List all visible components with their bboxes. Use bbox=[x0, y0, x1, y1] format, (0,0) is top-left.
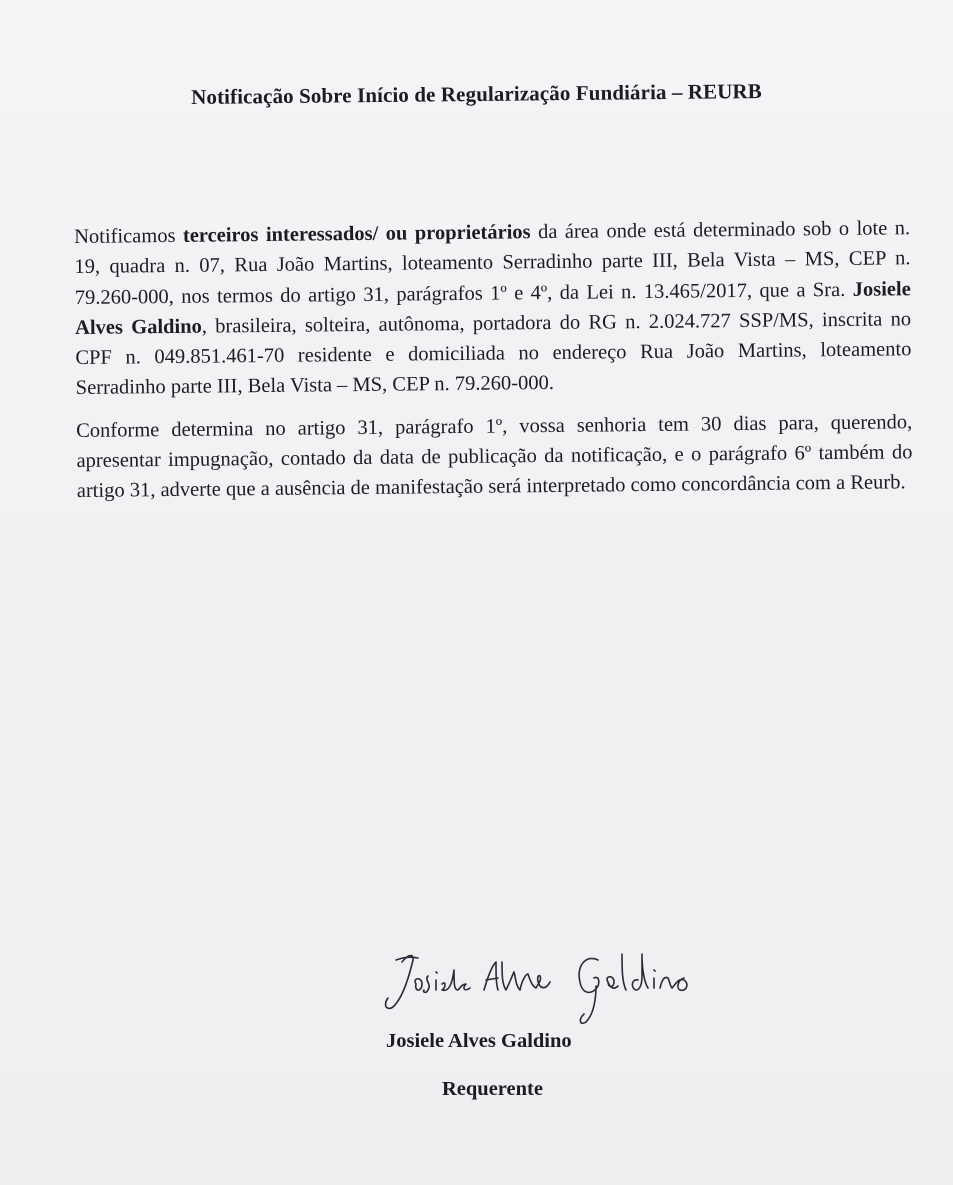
deadline-paragraph: Conforme determina no artigo 31, parágrafo 1º, vossa senhoria tem 30 dias para, querendo, apresentar impugnação, contado da data de publicação da notificação, e o parágrafo 6º também do artigo 31, adverte que a ausência de manifestação será interpretado como concordância com a Reurb. bbox=[76, 411, 913, 503]
handwritten-signature bbox=[372, 940, 702, 1030]
signer-role: Requerente bbox=[442, 1078, 543, 1100]
recipients-bold: terceiros interessados/ ou proprietários bbox=[182, 221, 531, 247]
signer-name: Josiele Alves Galdino bbox=[386, 1030, 572, 1052]
paragraph-intro: Notificamos bbox=[74, 224, 184, 248]
notification-paragraph bbox=[74, 213, 912, 404]
paragraph-text-before-name: da área onde está determinado sob o lote n. 19, quadra n. 07, Rua João Martins, loteamento Serradinho parte III, Bela Vista – MS, CEP n. 79.260-000, nos termos do artigo 31, parágrafos 1º e 4º, da Lei n. 13.465/2017, que a Sra. bbox=[74, 217, 911, 309]
document-body bbox=[74, 213, 913, 518]
document-title: Notificação Sobre Início de Regularização Fundiária – REURB bbox=[191, 79, 762, 109]
requester-name-bold: Josiele Alves Galdino bbox=[74, 277, 911, 339]
paragraph-text-after-name: , brasileira, solteira, autônoma, portadora do RG n. 2.024.727 SSP/MS, inscrita no CPF n. 049.851.461-70 residente e domiciliada no endereço Rua João Martins, loteamento Serradinho parte III, Bela Vista – MS, CEP n. 79.260-000. bbox=[75, 308, 912, 400]
